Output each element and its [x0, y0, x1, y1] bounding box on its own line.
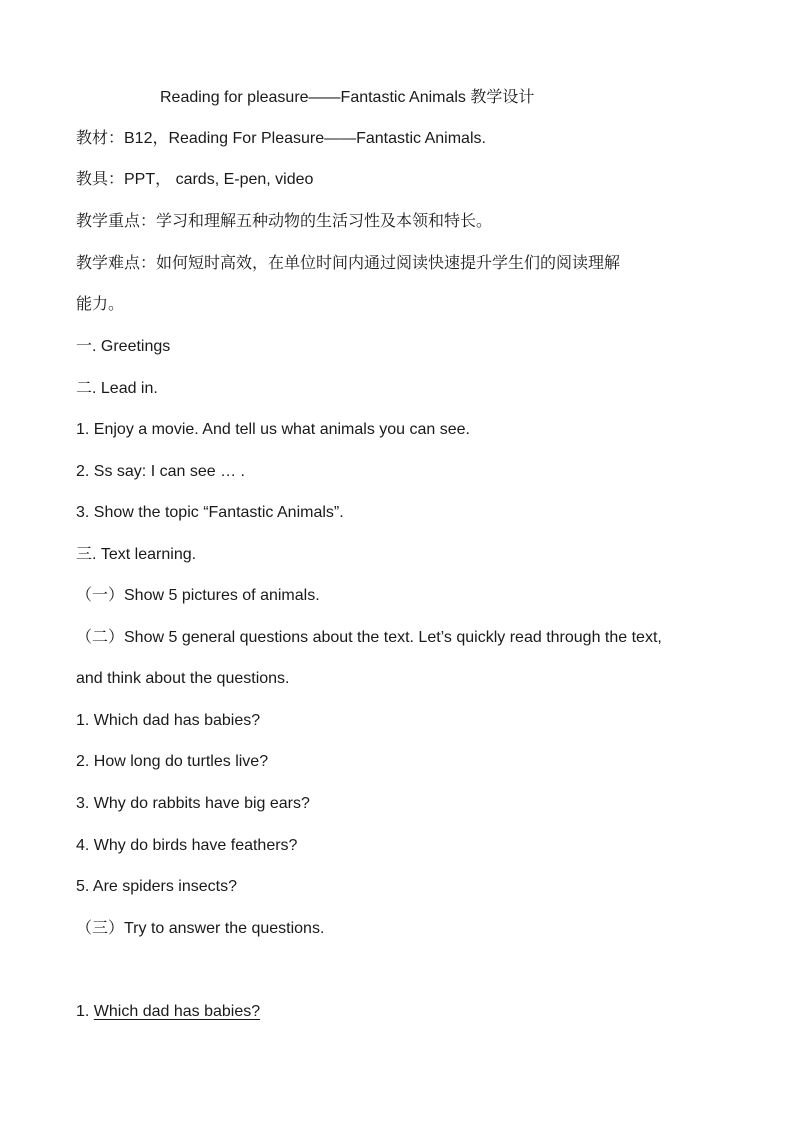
- key-points-line: 教学重点：学习和理解五种动物的生活习性及本领和特长。: [76, 213, 493, 230]
- material-line: 教材：B12，Reading For Pleasure——Fantastic Animals.: [76, 130, 486, 147]
- section-greetings: 一. Greetings: [76, 338, 171, 355]
- question-5: 5. Are spiders insects?: [76, 878, 237, 895]
- lead-in-step-2: 2. Ss say: I can see … .: [76, 463, 245, 480]
- answer-1-question: Which dad has babies?: [93, 1003, 261, 1020]
- text-learning-step-2-line-2: and think about the questions.: [76, 670, 290, 687]
- answer-1-number: 1.: [76, 1003, 94, 1020]
- question-1: 1. Which dad has babies?: [76, 712, 261, 729]
- tools-line: 教具：PPT， cards, E-pen, video: [76, 171, 314, 188]
- section-text-learning: 三. Text learning.: [76, 546, 197, 563]
- text-learning-step-3: （三）Try to answer the questions.: [76, 920, 325, 937]
- answer-1-line: [76, 1002, 260, 1022]
- lead-in-step-1: 1. Enjoy a movie. And tell us what animals you can see.: [76, 421, 470, 438]
- section-lead-in: 二. Lead in.: [76, 380, 158, 397]
- text-learning-step-1: （一）Show 5 pictures of animals.: [76, 587, 320, 604]
- lead-in-step-3: 3. Show the topic “Fantastic Animals”.: [76, 504, 344, 521]
- question-2: 2. How long do turtles live?: [76, 753, 269, 770]
- difficult-points-line-2: 能力。: [76, 296, 125, 313]
- question-3: 3. Why do rabbits have big ears?: [76, 795, 310, 812]
- question-4: 4. Why do birds have feathers?: [76, 837, 298, 854]
- text-learning-step-2-line-1: （二）Show 5 general questions about the text. Let’s quickly read through the text,: [76, 629, 662, 646]
- document-title: Reading for pleasure——Fantastic Animals 教学设计: [160, 89, 535, 106]
- difficult-points-line-1: 教学难点：如何短时高效，在单位时间内通过阅读快速提升学生们的阅读理解: [76, 255, 621, 272]
